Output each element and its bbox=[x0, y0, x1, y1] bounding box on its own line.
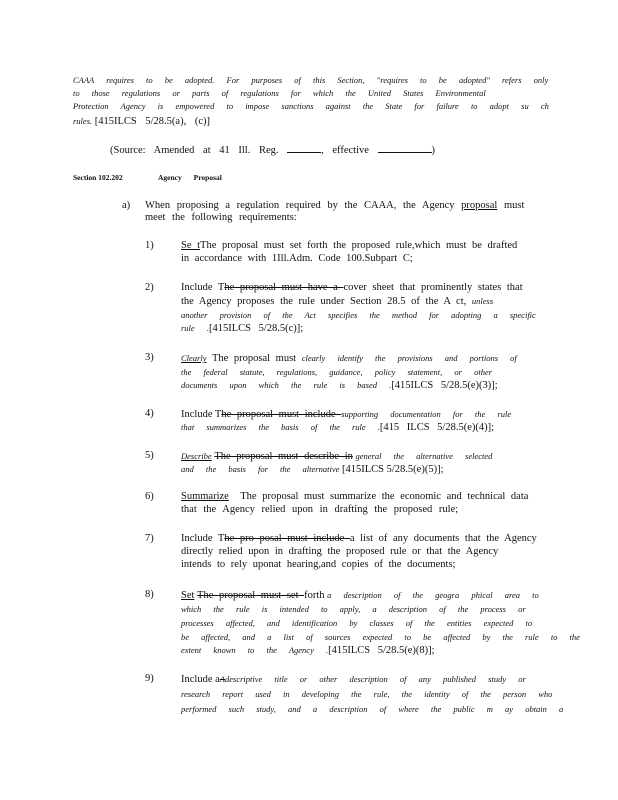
item-2-line-3: another provision of the Act specifies the method for adopting a specific bbox=[181, 310, 536, 320]
item-5-italic: general the alternative selected bbox=[355, 451, 493, 461]
item-3-line-3 bbox=[181, 379, 498, 392]
item-3-inserted: Clearly bbox=[181, 353, 207, 363]
item-7-line-2: directly relied upon in drafting the proposed rule or that the Agency bbox=[181, 546, 499, 557]
item-8-number: 8) bbox=[145, 589, 154, 600]
item-a-line-2: meet the following requirements: bbox=[145, 212, 297, 223]
intro-line-4 bbox=[73, 115, 210, 128]
item-8-line-5 bbox=[181, 644, 435, 657]
register-blank bbox=[287, 143, 321, 153]
item-6-line-1 bbox=[181, 491, 528, 503]
item-a-must: must bbox=[503, 200, 525, 211]
item-6-inserted: Summarize bbox=[181, 491, 229, 502]
source-prefix: (Source: Amended at 41 Ill. Reg. bbox=[110, 145, 279, 156]
item-7-text: a list of any documents that the Agency bbox=[349, 533, 537, 544]
item-5-line-1 bbox=[181, 450, 492, 463]
item-a-text: When proposing a regulation required by the CAAA, the Agency bbox=[145, 200, 455, 211]
item-7-pre: Include T bbox=[181, 533, 225, 544]
source-line bbox=[110, 143, 435, 157]
item-2-line-1 bbox=[181, 282, 523, 294]
item-5-basis: and the basis for the alternative bbox=[181, 464, 340, 474]
item-3-line-2: the federal statute, regulations, guidance, policy statement, or other bbox=[181, 367, 493, 377]
item-1-line-1 bbox=[181, 240, 517, 252]
item-a-inserted-word: proposal bbox=[461, 200, 498, 211]
item-8-forth: forth bbox=[304, 590, 325, 601]
item-4-line-1 bbox=[181, 408, 511, 421]
item-9-line-2: research report used in developing the rule, the identity of the person who bbox=[181, 689, 553, 699]
item-1-number: 1) bbox=[145, 240, 154, 251]
item-3-citation: [415ILCS 5/28.5(e)(3)]; bbox=[391, 380, 498, 391]
item-2-line-2 bbox=[181, 295, 493, 308]
item-2-rule: rule . bbox=[181, 323, 209, 333]
item-6-line-2: that the Agency relied upon in drafting the proposed rule; bbox=[181, 504, 459, 515]
item-7-line-1 bbox=[181, 533, 537, 545]
item-9-number: 9) bbox=[145, 673, 154, 684]
item-4-pre: Include T bbox=[181, 409, 222, 420]
item-2-number: 2) bbox=[145, 282, 154, 293]
item-5-citation: [415ILCS 5/28.5(e)(5)]; bbox=[342, 464, 444, 475]
item-8-line-4: be affected, and a list of sources expected to be affected by the rule to the bbox=[181, 632, 580, 642]
item-3-text: The proposal must bbox=[211, 353, 297, 364]
item-5-number: 5) bbox=[145, 450, 154, 461]
item-9-line-1 bbox=[181, 673, 526, 686]
item-7-deleted: he pro posal must include bbox=[224, 533, 350, 544]
item-1-text: The proposal must set forth the proposed rule,which must be drafted bbox=[200, 240, 518, 251]
item-2-line-2-text: the Agency proposes the rule under Section 28.5 of the A ct, bbox=[181, 296, 467, 307]
item-5-deleted: The proposal must describe in bbox=[214, 451, 353, 462]
item-8-inserted: Set bbox=[181, 590, 195, 601]
source-effective: , effective bbox=[321, 145, 369, 156]
item-6-number: 6) bbox=[145, 491, 154, 502]
item-1-inserted: Se t bbox=[181, 240, 201, 251]
intro-citation: [415ILCS 5/28.5(a), (c)] bbox=[94, 116, 210, 127]
item-7-line-3: intends to rely uponat hearing,and copies of the documents; bbox=[181, 559, 456, 570]
item-9-deleted: A bbox=[219, 674, 225, 684]
item-2-unless: unless bbox=[471, 296, 494, 306]
item-3-documents: documents upon which the rule is based . bbox=[181, 380, 392, 390]
item-4-italic: supporting documentation for the rule bbox=[341, 409, 512, 419]
item-3-italic: clearly identify the provisions and portions of bbox=[301, 353, 517, 363]
item-5-line-2 bbox=[181, 463, 443, 476]
item-8-citation: [415ILCS 5/28.5(e)(8)]; bbox=[328, 645, 435, 656]
item-6-text: The proposal must summarize the economic and technical data bbox=[240, 491, 529, 502]
section-number: Section 102.202 bbox=[73, 173, 123, 182]
item-9-pre: Include a bbox=[181, 674, 220, 685]
item-4-summarizes: that summarizes the basis of the rule . bbox=[181, 422, 380, 432]
item-8-line-3: processes affected, and identification by classes of the entities expected to bbox=[181, 618, 533, 628]
item-2-citation: [415ILCS 5/28.5(c)]; bbox=[208, 323, 304, 334]
item-3-number: 3) bbox=[145, 352, 154, 363]
item-3-line-1 bbox=[181, 352, 517, 365]
item-2-text: cover sheet that prominently states that bbox=[343, 282, 523, 293]
item-4-deleted: he proposal must include bbox=[221, 409, 342, 420]
item-7-number: 7) bbox=[145, 533, 154, 544]
item-a-line-1 bbox=[145, 200, 524, 212]
item-1-line-2: in accordance with 1Ill.Adm. Code 100.Subpart C; bbox=[181, 253, 413, 264]
section-title: Agency Proposal bbox=[158, 173, 222, 182]
item-2-deleted: he proposal must have a bbox=[224, 282, 344, 293]
item-9-line-3: performed such study, and a description of where the public m ay obtain a bbox=[181, 704, 564, 714]
item-9-italic: descriptive title or other description of any published study or bbox=[224, 674, 526, 684]
item-8-extent: extent known to the Agency . bbox=[181, 645, 329, 655]
intro-line-1: CAAA requires to be adopted. For purposes of this Section, "requires to be adopted" refers only bbox=[73, 75, 549, 85]
source-close: ) bbox=[431, 145, 436, 156]
intro-line-2: to those regulations or parts of regulations for which the United States Environmental bbox=[73, 88, 486, 98]
item-a-label: a) bbox=[122, 200, 131, 211]
item-8-deleted: The proposal must set bbox=[197, 590, 305, 601]
item-8-line-2: which the rule is intended to apply, a description of the process or bbox=[181, 604, 526, 614]
item-4-citation: [415 ILCS 5/28.5(e)(4)]; bbox=[379, 422, 495, 433]
intro-line-3: Protection Agency is empowered to impose sanctions against the State for failure to adopt su ch bbox=[73, 101, 549, 111]
intro-rules-word: rules. bbox=[73, 116, 93, 126]
item-2-line-4 bbox=[181, 322, 303, 335]
item-8-line-1 bbox=[181, 589, 539, 602]
item-5-inserted: Describe bbox=[181, 451, 212, 461]
item-4-number: 4) bbox=[145, 408, 154, 419]
item-8-italic: a description of the geogra phical area to bbox=[327, 590, 539, 600]
effective-date-blank bbox=[378, 143, 432, 153]
item-4-line-2 bbox=[181, 421, 494, 434]
item-2-pre: Include T bbox=[181, 282, 225, 293]
